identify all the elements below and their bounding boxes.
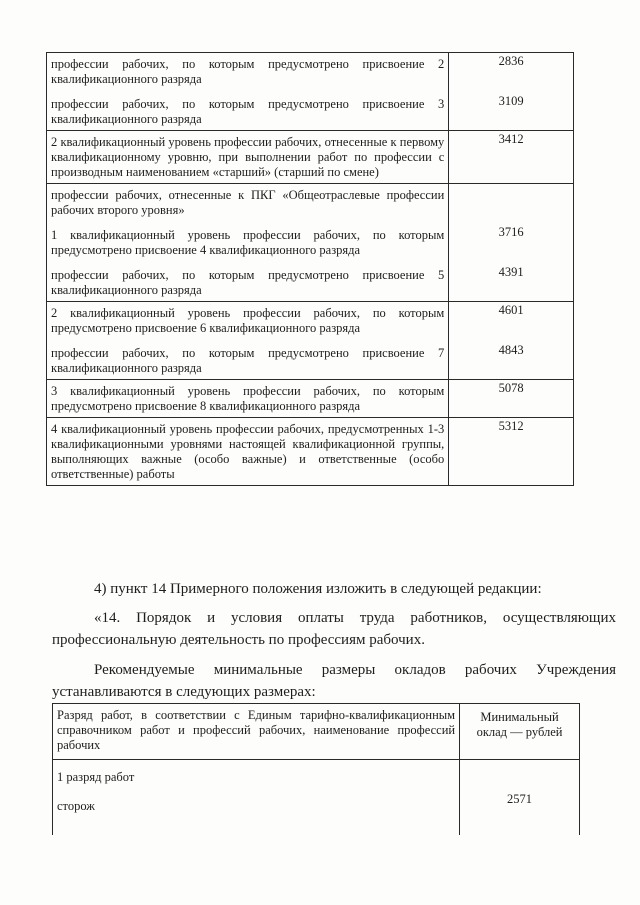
row-text: 2 квалификационный уровень профессии рабочих, по которым предусмотрено присвоение 6 квалификационного разряда [51, 306, 445, 335]
row-salary [449, 302, 574, 380]
row-salary [449, 418, 574, 486]
row-text: 3 квалификационный уровень профессии рабочих, по которым предусмотрено присвоение 8 квалификационного разряда [51, 384, 445, 413]
row-text: профессии рабочих, отнесенные к ПКГ «Общеотраслевые профессии рабочих второго уровня» [51, 188, 445, 217]
row-text: 2 квалификационный уровень профессии рабочих, отнесенные к первому квалификационному уровню, при выполнении работ по профессии с производным наименованием «старший» (старший по смене) [51, 135, 445, 179]
row-salary-value: 2571 [460, 760, 580, 836]
row-description [47, 302, 449, 380]
salary-value: 3109 [498, 93, 524, 108]
row-description [47, 131, 449, 184]
table-row [47, 53, 574, 131]
row-grade-label: 1 разряд работ [57, 770, 135, 784]
paragraph-clause-14: «14. Порядок и условия оплаты труда работников, осуществляющих профессиональную деятельность по профессиям рабочих. [52, 610, 616, 648]
row-text: профессии рабочих, по которым предусмотрено присвоение 7 квалификационного разряда [51, 346, 445, 375]
table-header-row [53, 704, 580, 760]
table-row [47, 131, 574, 184]
header-work-category: Разряд работ, в соответствии с Единым тарифно-квалификационным справочником работ и профессий рабочих, наименование профессий рабочих [53, 704, 460, 760]
row-salary [449, 184, 574, 302]
salary-value: 2836 [498, 53, 524, 68]
salary-value: 4843 [498, 342, 524, 357]
row-description [47, 53, 449, 131]
row-description [47, 418, 449, 486]
worker-salary-table [52, 703, 580, 835]
salary-value: 5312 [498, 418, 524, 433]
table-row [47, 380, 574, 418]
salary-value: 3412 [498, 131, 524, 146]
paragraph-recommended-salaries: Рекомендуемые минимальные размеры окладов рабочих Учреждения устанавливаются в следующих размерах: [52, 662, 616, 700]
row-salary [449, 131, 574, 184]
salary-value: 5078 [498, 380, 524, 395]
salary-value: 3716 [498, 224, 524, 239]
row-description [47, 380, 449, 418]
row-text: профессии рабочих, по которым предусмотрено присвоение 5 квалификационного разряда [51, 268, 445, 297]
row-salary [449, 53, 574, 131]
salary-value [449, 185, 573, 200]
row-description [47, 184, 449, 302]
row-text: 1 квалификационный уровень профессии рабочих, по которым предусмотрено присвоение 4 квалификационного разряда [51, 228, 445, 257]
row-work-category [53, 760, 460, 836]
salary-value: 4391 [498, 264, 524, 279]
paragraph-item-4: 4) пункт 14 Примерного положения изложить в следующей редакции: [94, 581, 542, 597]
row-salary [449, 380, 574, 418]
row-profession-label: сторож [57, 799, 95, 813]
table-row [47, 302, 574, 380]
row-text: профессии рабочих, по которым предусмотрено присвоение 3 квалификационного разряда [51, 97, 445, 126]
row-text: профессии рабочих, по которым предусмотрено присвоение 2 квалификационного разряда [51, 57, 445, 86]
salary-value: 4601 [498, 302, 524, 317]
header-minimum-salary: Минимальный оклад — рублей [460, 704, 580, 760]
table-row [47, 418, 574, 486]
table-row [47, 184, 574, 302]
row-text: 4 квалификационный уровень профессии рабочих, предусмотренных 1-3 квалификационными уровнями настоящей квалификационной группы, выполняющих важные (особо важные) и ответственные (особо ответственные) работы [51, 422, 445, 481]
table-row [53, 760, 580, 836]
salary-table-continued [46, 52, 574, 486]
